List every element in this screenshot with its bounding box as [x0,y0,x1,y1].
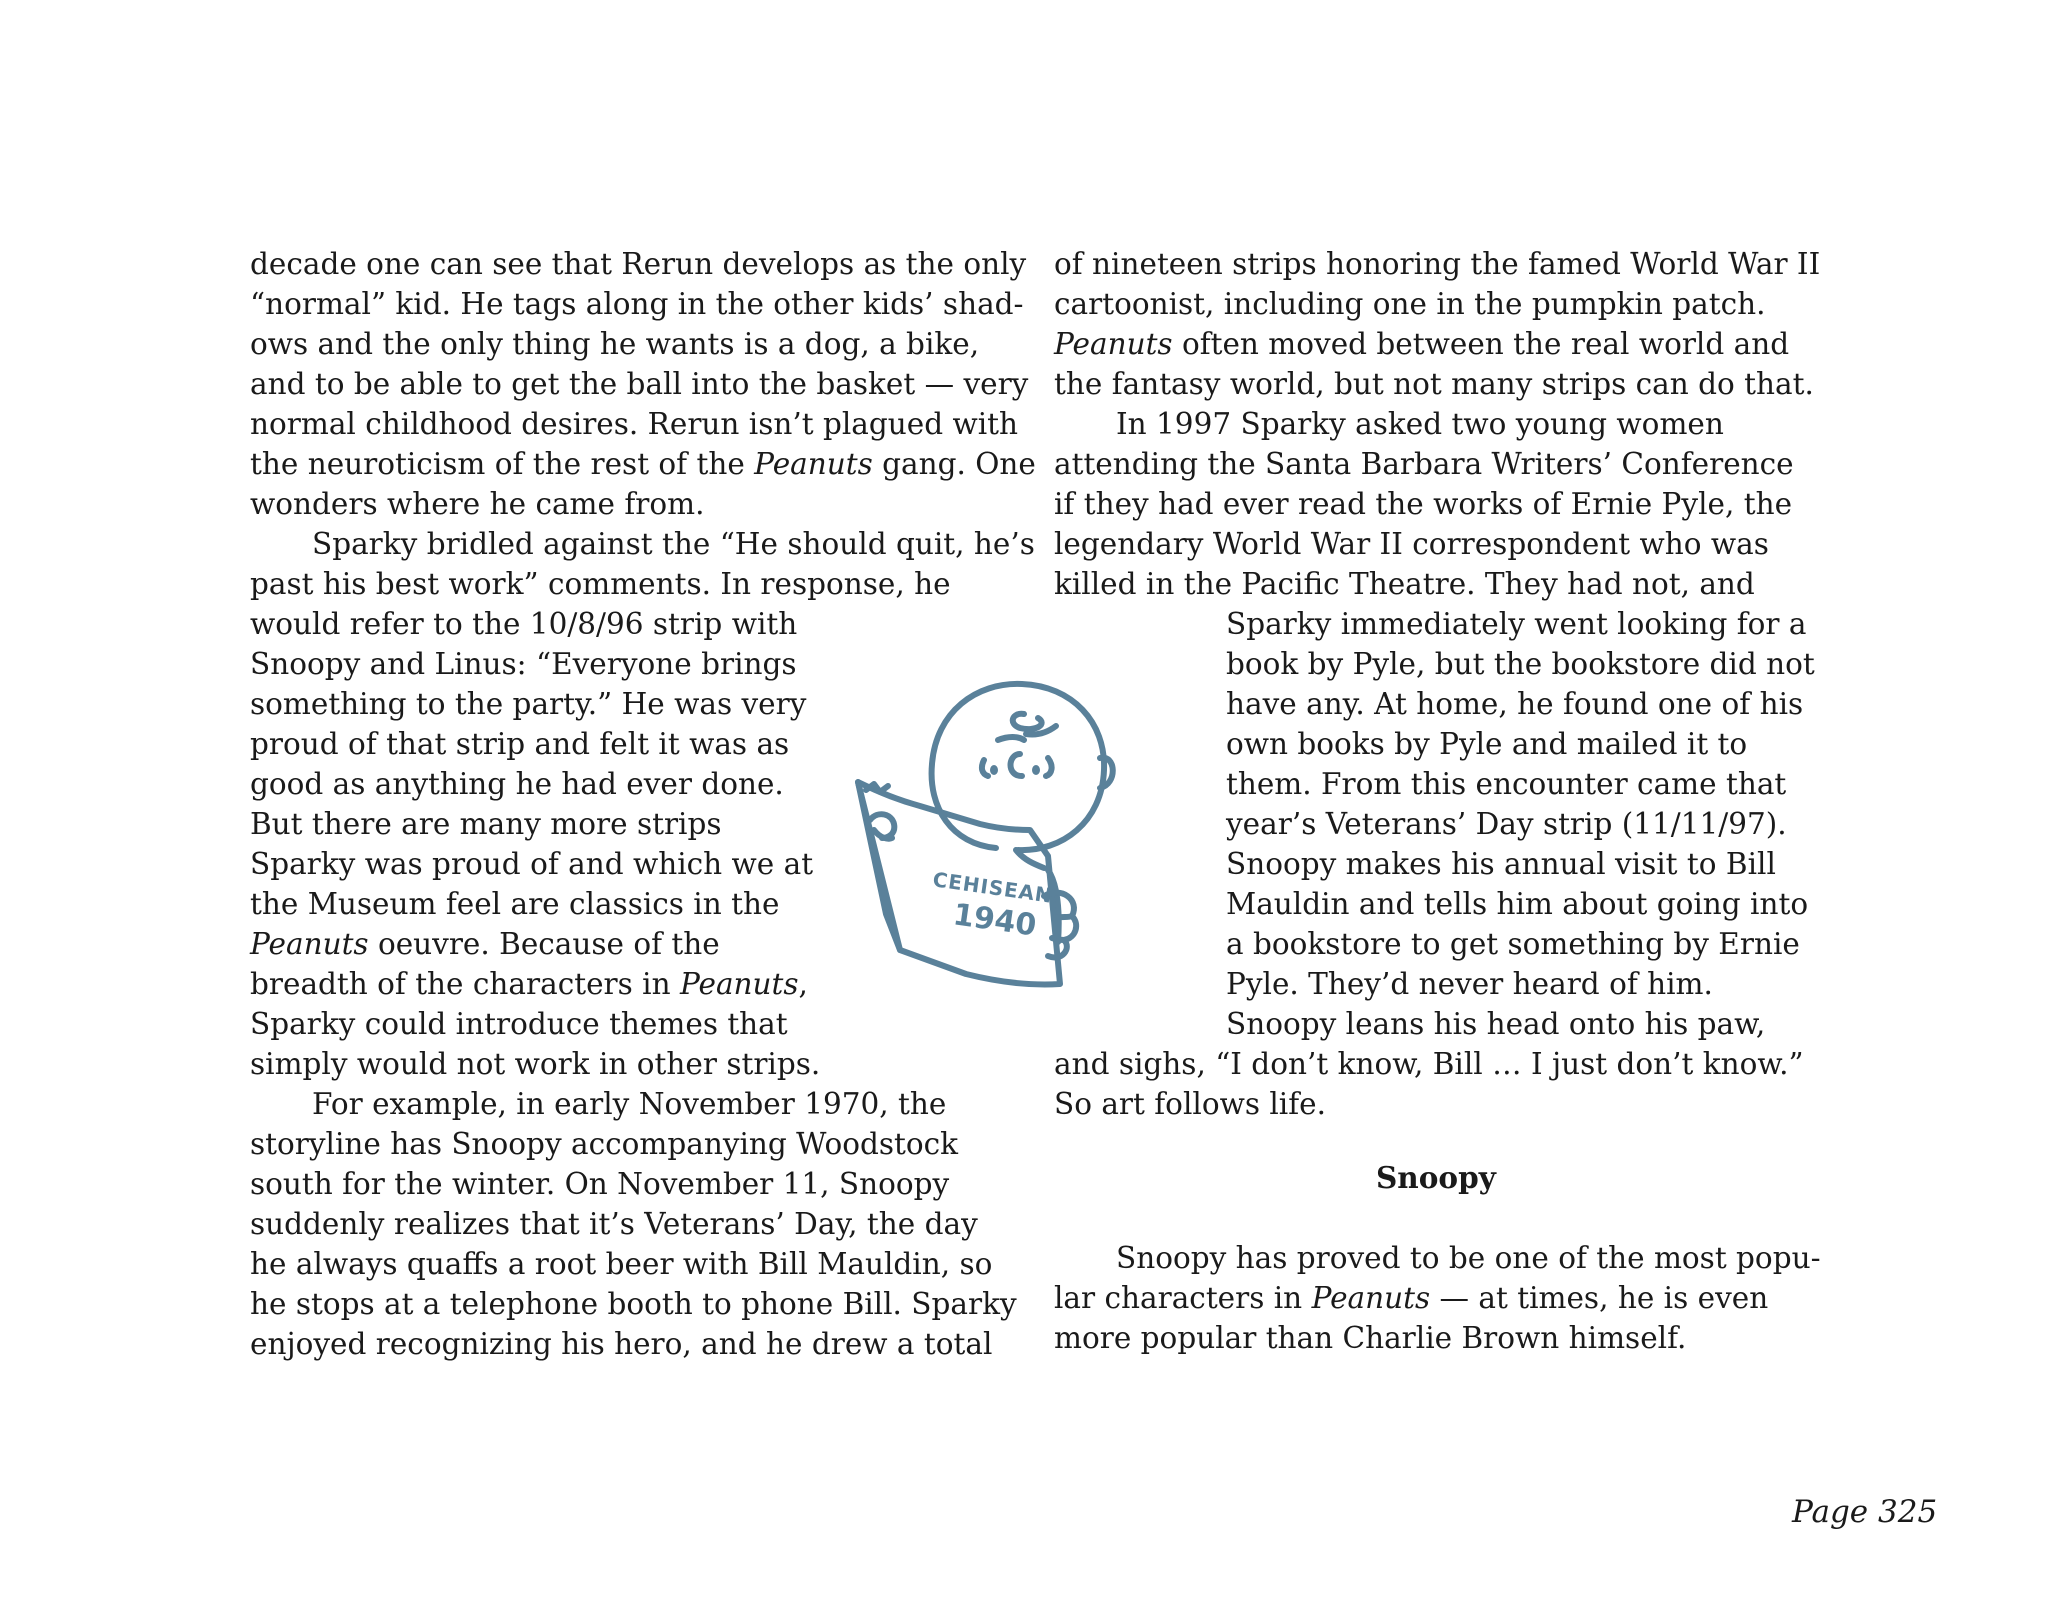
text-run: Snoopy has proved to be one of the most popu- [1116,1241,1821,1275]
italic-title: Peanuts [679,967,799,1001]
text-run: normal childhood desires. Rerun isn’t plagued with [250,407,1019,441]
text-line [1054,484,1792,524]
text-line [1226,644,1815,684]
text-run: killed in the Pacific Theatre. They had not, and [1054,567,1755,601]
text-run: something to the party.” He was very [250,687,807,721]
text-line [250,764,784,804]
text-line [1226,1004,1765,1044]
text-run: Sparky immediately went looking for a [1226,607,1807,641]
text-run: south for the winter. On November 11, Snoopy [250,1167,950,1201]
text-run: would refer to the 10/8/96 strip with [250,607,798,641]
text-run: So art follows life. [1054,1087,1326,1121]
text-run: good as anything he had ever done. [250,767,784,801]
text-line [250,1324,992,1364]
text-line [1054,1084,1326,1124]
text-line [1226,604,1806,644]
text-line [1226,684,1803,724]
section-text-line [1054,1278,1768,1318]
text-line [1054,444,1794,484]
text-run: if they had ever read the works of Ernie Pyle, the [1054,487,1793,521]
text-run: Snoopy leans his head onto his paw, [1226,1007,1766,1041]
text-line [250,444,1036,484]
text-line [250,724,789,764]
text-run: of nineteen strips honoring the famed World War II [1054,247,1821,281]
text-run: breadth of the characters in [250,967,680,1001]
text-run: year’s Veterans’ Day strip (11/11/97). [1226,807,1787,841]
text-run: often moved between the real world and [1172,327,1790,361]
text-run: oeuvre. Because of the [368,927,720,961]
text-run: storyline has Snoopy accompanying Woodstock [250,1127,959,1161]
text-run: have any. At home, he found one of his [1226,687,1804,721]
text-run: simply would not work in other strips. [250,1047,821,1081]
text-run: But there are many more strips [250,807,722,841]
text-run: the fantasy world, but not many strips can do that. [1054,367,1814,401]
text-run: a bookstore to get something by Ernie [1226,927,1800,961]
text-line [250,924,720,964]
text-line [1226,844,1776,884]
text-run: enjoyed recognizing his hero, and he drew a total [250,1327,993,1361]
text-line [250,284,1024,324]
text-line [1226,804,1787,844]
text-line [1054,364,1814,404]
text-run: book by Pyle, but the bookstore did not [1226,647,1815,681]
text-run: Sparky bridled against the “He should quit, he’s [312,527,1035,561]
text-line [250,1124,958,1164]
text-line [1054,564,1755,604]
text-run: and sighs, “I don’t know, Bill … I just don’t know.” [1054,1047,1804,1081]
text-line [250,244,1026,284]
text-line [312,1084,946,1124]
text-run: the neuroticism of the rest of the [250,447,755,481]
text-run: Sparky could introduce themes that [250,1007,788,1041]
page-number: Page 325 [1792,1494,1938,1530]
text-line [1226,764,1786,804]
text-line [1226,724,1747,764]
text-line [250,804,722,844]
text-run: the Museum feel are classics in the [250,887,780,921]
text-line [250,1044,820,1084]
book-year-text: 1940 [950,897,1039,944]
text-line [1116,404,1724,444]
text-run: suddenly realizes that it’s Veterans’ Day, the day [250,1207,978,1241]
section-text-line [1116,1238,1821,1278]
text-run: proud of that strip and felt it was as [250,727,790,761]
text-run: — at times, he is even [1430,1281,1769,1315]
text-line [250,644,797,684]
text-line [250,684,806,724]
text-line [250,1244,992,1284]
text-line [1054,524,1769,564]
text-run: gang. One [872,447,1036,481]
text-line [250,1284,1017,1324]
text-line [250,604,797,644]
text-line [1226,964,1713,1004]
text-run: and to be able to get the ball into the basket — very [250,367,1029,401]
text-run: Pyle. They’d never heard of him. [1226,967,1713,1001]
text-run: he always quaffs a root beer with Bill Mauldin, so [250,1247,993,1281]
text-run: past his best work” comments. In response, he [250,567,951,601]
text-run: lar characters in [1054,1281,1312,1315]
text-run: legendary World War II correspondent who was [1054,527,1769,561]
text-run: Mauldin and tells him about going into [1226,887,1809,921]
text-line [250,1004,788,1044]
text-line [250,1164,949,1204]
section-heading: Snoopy [1376,1160,1496,1195]
text-line [250,564,951,604]
italic-title: Peanuts [754,447,873,481]
text-run: cartoonist, including one in the pumpkin patch. [1054,287,1766,321]
text-run: , [798,967,808,1001]
text-line [250,484,705,524]
text-line [1054,284,1766,324]
text-line [1054,244,1820,284]
text-run: In 1997 Sparky asked two young women [1116,407,1724,441]
text-run: more popular than Charlie Brown himself. [1054,1321,1687,1355]
text-run: ows and the only thing he wants is a dog, a bike, [250,327,980,361]
book-title-text: CEHISEAN [931,867,1055,908]
text-run: Snoopy makes his annual visit to Bill [1226,847,1776,881]
italic-title: Peanuts [1054,327,1173,361]
text-run: For example, in early November 1970, the [312,1087,947,1121]
text-run: wonders where he came from. [250,487,705,521]
text-line [312,524,1035,564]
charlie-brown-illustration [848,624,1138,994]
text-line [250,404,1018,444]
text-line [250,964,808,1004]
italic-title: Peanuts [1311,1281,1431,1315]
text-run: attending the Santa Barbara Writers’ Conference [1054,447,1794,481]
text-run: decade one can see that Rerun develops as the only [250,247,1027,281]
text-line [250,324,979,364]
text-run: own books by Pyle and mailed it to [1226,727,1748,761]
text-run: them. From this encounter came that [1226,767,1787,801]
text-line [1226,884,1808,924]
text-run: he stops at a telephone booth to phone Bill. Sparky [250,1287,1017,1321]
text-run: Snoopy and Linus: “Everyone brings [250,647,797,681]
text-line [1054,324,1789,364]
text-run: “normal” kid. He tags along in the other kids’ shad- [250,287,1024,321]
text-line [1054,1044,1804,1084]
section-text-line [1054,1318,1686,1358]
text-line [250,844,813,884]
text-line [1226,924,1800,964]
text-line [250,884,779,924]
text-line [250,1204,978,1244]
text-line [250,364,1028,404]
italic-title: Peanuts [250,927,369,961]
text-run: Sparky was proud of and which we at [250,847,814,881]
